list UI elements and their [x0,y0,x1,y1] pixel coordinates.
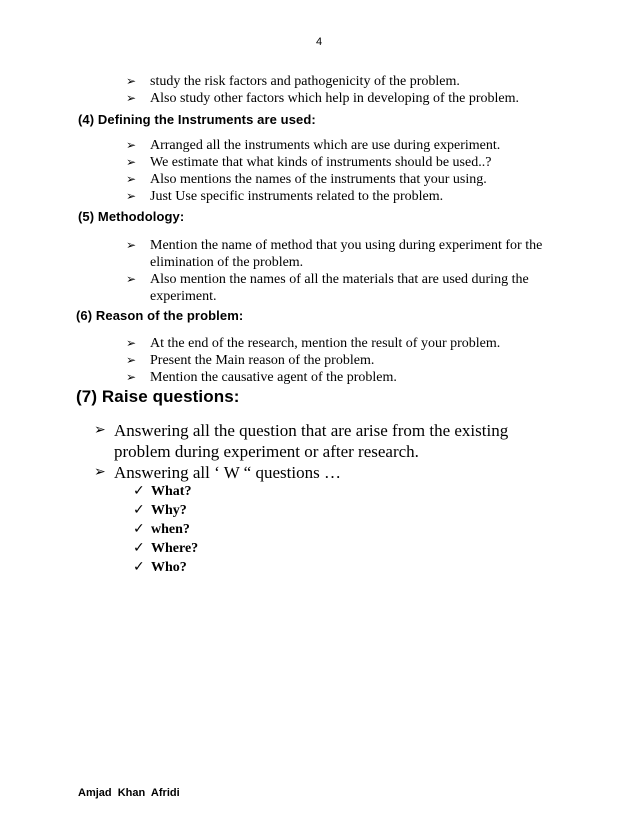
list-item: ➢ Also mention the names of all the materials that are used during the experiment. [126,272,529,304]
arrow-bullet-icon: ➢ [126,353,137,367]
list-item: ✓ when? [133,521,190,537]
arrow-bullet-icon: ➢ [126,238,137,252]
list-item: ➢ Also study other factors which help in developing of the problem. [126,91,519,106]
arrow-bullet-icon: ➢ [126,370,137,384]
reason-list [126,335,566,386]
arrow-bullet-icon: ➢ [126,336,137,350]
list-item: ➢ At the end of the research, mention the result of your problem. [126,336,501,351]
arrow-bullet-icon: ➢ [126,189,137,203]
list-item: ✓ Who? [133,559,187,575]
check-icon: ✓ [133,559,145,575]
page-number: 4 [315,36,323,48]
arrow-bullet-icon: ➢ [94,423,106,438]
author-footer: Amjad Khan Afridi [78,787,180,799]
list-item: ➢ Answering all ‘ W “ questions … [94,463,341,482]
check-icon: ✓ [133,483,145,499]
arrow-bullet-icon: ➢ [126,138,137,152]
section-heading-methodology: (5) Methodology: [78,209,185,224]
check-icon: ✓ [133,502,145,518]
list-item: ➢ Also mentions the names of the instruments that your using. [126,172,487,187]
arrow-bullet-icon: ➢ [94,465,106,480]
list-item: ➢ study the risk factors and pathogenicity of the problem. [126,74,460,89]
arrow-bullet-icon: ➢ [126,172,137,186]
list-item: ➢ Mention the causative agent of the problem. [126,370,397,385]
section-heading-raise-questions: (7) Raise questions: [76,387,240,406]
check-icon: ✓ [133,540,145,556]
list-item: ➢ Mention the name of method that you using during experiment for the elimination of the problem. [126,238,543,270]
arrow-bullet-icon: ➢ [126,74,137,88]
arrow-bullet-icon: ➢ [126,272,137,286]
intro-list [126,73,556,107]
list-item: ➢ Present the Main reason of the problem. [126,353,375,368]
list-item: ➢ Arranged all the instruments which are use during experiment. [126,138,501,153]
section-heading-instruments: (4) Defining the Instruments are used: [78,112,316,127]
arrow-bullet-icon: ➢ [126,155,137,169]
list-item: ➢ Answering all the question that are arise from the existing problem during experiment or after research. [94,421,509,461]
list-item: ➢ We estimate that what kinds of instruments should be used..? [126,155,492,170]
raise-questions-list [94,420,514,483]
instruments-list [126,137,556,205]
section-heading-reason: (6) Reason of the problem: [76,308,244,323]
list-item: ✓ Where? [133,540,199,556]
list-item: ➢ Just Use specific instruments related to the problem. [126,189,444,204]
methodology-list [126,237,566,305]
arrow-bullet-icon: ➢ [126,91,137,105]
questions-checklist [133,482,333,577]
list-item: ✓ What? [133,483,192,499]
check-icon: ✓ [133,521,145,537]
list-item: ✓ Why? [133,502,187,518]
